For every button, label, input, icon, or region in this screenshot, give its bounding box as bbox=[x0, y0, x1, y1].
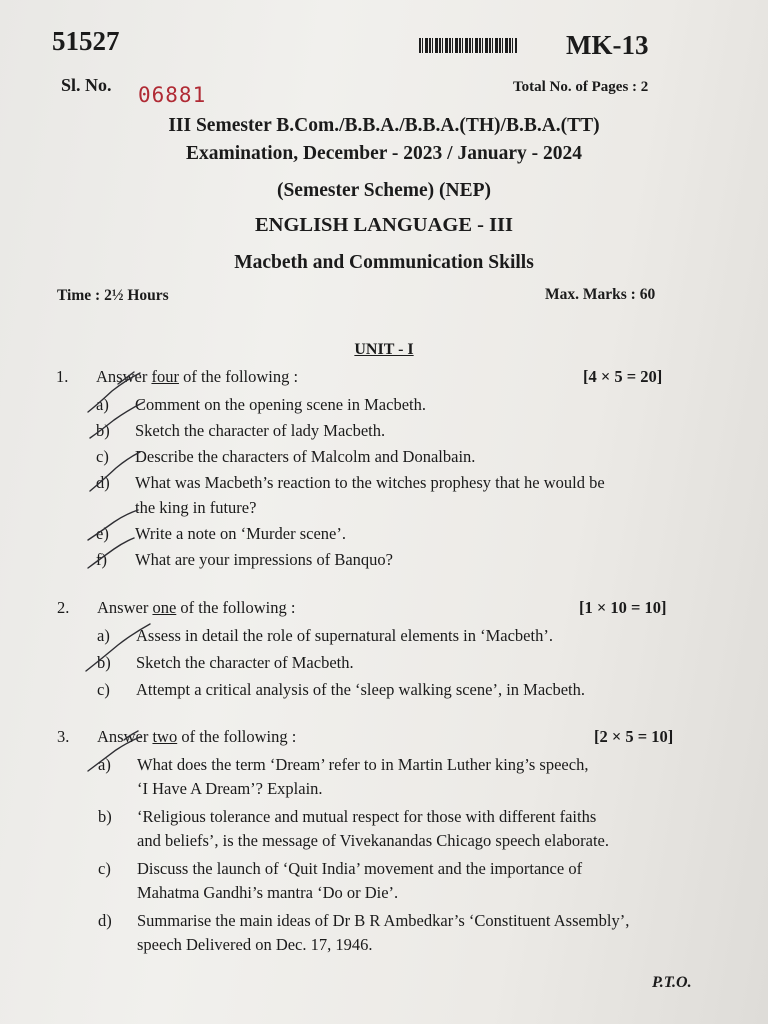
question-marks: [4 × 5 = 20] bbox=[583, 367, 663, 386]
question-marks: [1 × 10 = 10] bbox=[579, 598, 667, 617]
serial-number: 06881 bbox=[138, 83, 207, 107]
title-line-5: Macbeth and Communication Skills bbox=[234, 252, 534, 273]
question-instruction: Answer two of the following : bbox=[97, 727, 297, 746]
question-marks: [2 × 5 = 10] bbox=[594, 727, 674, 746]
question-instruction: Answer one of the following : bbox=[97, 598, 296, 617]
question-number: 3. bbox=[57, 727, 70, 746]
serial-label: Sl. No. bbox=[61, 75, 112, 95]
pen-tick-icon bbox=[86, 624, 150, 671]
title-line-1: III Semester B.Com./B.B.A./B.B.A.(TH)/B.B.A.(TT) bbox=[168, 115, 600, 136]
pto-footer: P.T.O. bbox=[652, 974, 692, 991]
pen-tick-icon bbox=[88, 373, 140, 412]
max-marks: Max. Marks : 60 bbox=[545, 286, 656, 303]
question-number: 1. bbox=[56, 367, 69, 386]
pen-tick-icon bbox=[90, 402, 144, 438]
unit-heading: UNIT - I bbox=[354, 341, 414, 358]
question-instruction: Answer four of the following : bbox=[96, 367, 299, 386]
title-line-4: ENGLISH LANGUAGE - III bbox=[254, 214, 513, 236]
pen-tick-icon bbox=[90, 452, 140, 491]
pen-tick-icon bbox=[88, 737, 140, 771]
time-allowed: Time : 2½ Hours bbox=[57, 287, 169, 304]
title-line-3: (Semester Scheme) (NEP) bbox=[276, 180, 492, 201]
total-pages: Total No. of Pages : 2 bbox=[513, 79, 649, 95]
paper-code-left: 51527 bbox=[52, 26, 120, 56]
exam-paper: 51527 MK-13 Sl. No. 06881 Total No. of Pages : 2 III Semester B.Com./B.B.A./B.B.A.(TH)/B.B.A.(TT) Examination, December - 2023 / January - 2024 (Semester Scheme) (NEP) ENGLISH LANGUAGE - III Macbeth and Communication Skills Time : 2½ Hours Max. Marks : 60 UNIT - I 1. Answer four of the following : [4 × 5 = 20] a) Comment on the opening scene in Macbeth. b) Sketch the character of lady Macbeth. c) Describe the characters of Malcolm and Donalbain. d) What was Macbeth’s reaction to the witches prophesy that he would be the king in future? e) Write a note on ‘Murder scene’. f) What are your impressions of Banquo? 2. Answer one of the following : [1 × 10 = 10] a) Assess in detail the role of supernatural elements in ‘Macbeth’. b) Sketch the character of Macbeth. c) Attempt a critical analysis of the ‘sleep walking scene’, in Macbeth. 3. Answer two of the following : [2 × 5 = 10] a) What does the term ‘Dream’ refer to in Martin Luther king’s speech, ‘I Have A Dream’? Explain. b) ‘Religious tolerance and mutual respect for those with different faiths and beliefs’, is the message of Vivekanandas Chicago speech elaborate. c) Discuss the launch of ‘Quit India’ movement and the importance of Mahatma Gandhi’s mantra ‘Do or Die’. d) Summarise the main ideas of Dr B R Ambedkar’s ‘Constituent Assembly’, speech Delivered on Dec. 17, 1946. P.T.O. bbox=[0, 0, 768, 1024]
question-number: 2. bbox=[57, 598, 70, 617]
pen-tick-icon bbox=[88, 538, 134, 568]
paper-code-right: MK-13 bbox=[566, 30, 649, 60]
pen-tick-icon bbox=[88, 510, 138, 540]
title-line-2: Examination, December - 2023 / January - 2024 bbox=[185, 143, 583, 164]
